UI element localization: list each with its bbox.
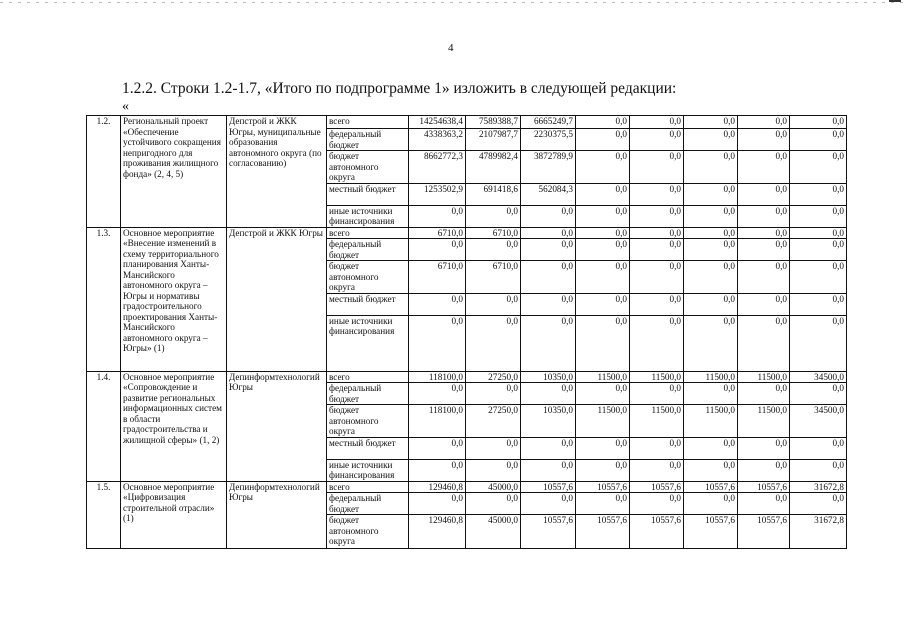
amount-cell: 0,0 (576, 205, 630, 227)
amount-cell: 0,0 (790, 493, 847, 515)
amount-cell: 1253502,9 (409, 183, 466, 205)
amount-cell: 0,0 (576, 293, 630, 315)
amount-cell: 0,0 (738, 129, 790, 151)
amount-cell: 0,0 (738, 293, 790, 315)
amount-cell: 562084,3 (521, 183, 576, 205)
table-row (87, 227, 847, 239)
amount-cell: 0,0 (576, 129, 630, 151)
amount-cell: 0,0 (790, 437, 847, 459)
amount-cell: 0,0 (630, 493, 684, 515)
amount-cell: 0,0 (790, 129, 847, 151)
amount-cell: 10557,6 (738, 481, 790, 493)
amount-cell: 0,0 (738, 151, 790, 184)
scan-artifact-corner (889, 0, 901, 10)
amount-cell: 0,0 (738, 315, 790, 371)
amount-cell: 0,0 (521, 261, 576, 294)
program-name: Основное мероприятие «Сопровождение и развитие региональных информационных систем в области градостроительства и жилищной сферы» (1, 2) (121, 371, 227, 481)
amount-cell: 0,0 (630, 116, 684, 129)
amount-cell: 0,0 (738, 183, 790, 205)
row-number: 1.2. (87, 116, 121, 228)
amount-cell: 0,0 (630, 383, 684, 405)
amount-cell: 0,0 (790, 239, 847, 261)
amount-cell: 0,0 (684, 183, 738, 205)
amount-cell: 0,0 (738, 239, 790, 261)
amount-cell: 0,0 (409, 437, 466, 459)
amount-cell: 0,0 (521, 315, 576, 371)
funding-source: всего (327, 371, 409, 383)
amount-cell: 0,0 (630, 183, 684, 205)
amount-cell: 10350,0 (521, 371, 576, 383)
amount-cell: 0,0 (466, 437, 521, 459)
program-name: Основное мероприятие «Цифровизация строительной отрасли» (1) (121, 481, 227, 549)
amount-cell: 0,0 (684, 239, 738, 261)
amount-cell: 10557,6 (521, 481, 576, 493)
amount-cell: 0,0 (684, 383, 738, 405)
funding-source: бюджет автономного округа (327, 515, 409, 549)
amount-cell: 0,0 (738, 459, 790, 481)
table-row (87, 116, 847, 129)
amount-cell: 45000,0 (466, 481, 521, 493)
row-number: 1.5. (87, 481, 121, 549)
amount-cell: 0,0 (576, 459, 630, 481)
funding-source: местный бюджет (327, 183, 409, 205)
amount-cell: 0,0 (630, 129, 684, 151)
amount-cell: 0,0 (521, 493, 576, 515)
amount-cell: 10557,6 (521, 515, 576, 549)
amount-cell: 0,0 (630, 227, 684, 239)
amount-cell: 0,0 (790, 205, 847, 227)
amount-cell: 34500,0 (790, 405, 847, 438)
amount-cell: 0,0 (576, 437, 630, 459)
amount-cell: 0,0 (738, 116, 790, 129)
amount-cell: 0,0 (630, 315, 684, 371)
amount-cell: 31672,8 (790, 481, 847, 493)
amount-cell: 0,0 (738, 205, 790, 227)
amount-cell: 0,0 (409, 293, 466, 315)
funding-source: всего (327, 481, 409, 493)
amount-cell: 0,0 (630, 205, 684, 227)
amount-cell: 0,0 (576, 183, 630, 205)
page-number: 4 (448, 42, 454, 54)
amount-cell: 10557,6 (684, 481, 738, 493)
amount-cell: 10557,6 (738, 515, 790, 549)
amount-cell: 0,0 (684, 151, 738, 184)
amount-cell: 0,0 (790, 151, 847, 184)
amount-cell: 0,0 (576, 315, 630, 371)
funding-source: местный бюджет (327, 437, 409, 459)
amount-cell: 0,0 (684, 129, 738, 151)
amount-cell: 11500,0 (630, 405, 684, 438)
amount-cell: 0,0 (521, 293, 576, 315)
amount-cell: 0,0 (576, 116, 630, 129)
amount-cell: 0,0 (630, 437, 684, 459)
table-row (87, 481, 847, 493)
amount-cell: 2107987,7 (466, 129, 521, 151)
amount-cell: 691418,6 (466, 183, 521, 205)
amount-cell: 0,0 (576, 227, 630, 239)
amount-cell: 0,0 (630, 151, 684, 184)
amount-cell: 0,0 (790, 383, 847, 405)
amount-cell: 118100,0 (409, 371, 466, 383)
amount-cell: 0,0 (466, 493, 521, 515)
row-number: 1.3. (87, 227, 121, 371)
amount-cell: 11500,0 (684, 405, 738, 438)
amount-cell: 0,0 (684, 227, 738, 239)
amount-cell: 0,0 (684, 493, 738, 515)
amount-cell: 0,0 (466, 239, 521, 261)
amount-cell: 0,0 (738, 493, 790, 515)
amount-cell: 11500,0 (576, 371, 630, 383)
amount-cell: 129460,8 (409, 515, 466, 549)
amount-cell: 0,0 (521, 205, 576, 227)
amount-cell: 0,0 (790, 261, 847, 294)
amount-cell: 10557,6 (630, 481, 684, 493)
amount-cell: 0,0 (684, 205, 738, 227)
executor: Депинформтехнологий Югры (227, 481, 327, 549)
amount-cell: 0,0 (738, 261, 790, 294)
amount-cell: 0,0 (576, 493, 630, 515)
funding-source: всего (327, 116, 409, 129)
amount-cell: 0,0 (521, 227, 576, 239)
funding-source: федеральный бюджет (327, 383, 409, 405)
amount-cell: 0,0 (409, 383, 466, 405)
amount-cell: 0,0 (576, 239, 630, 261)
funding-source: всего (327, 227, 409, 239)
executor: Депстрой и ЖКК Югры (227, 227, 327, 371)
amount-cell: 0,0 (630, 239, 684, 261)
amount-cell: 0,0 (684, 293, 738, 315)
amendment-heading: 1.2.2. Строки 1.2-1.7, «Итого по подпрограмме 1» изложить в следующей редакции: (122, 80, 677, 97)
program-name: Региональный проект «Обеспечение устойчивого сокращения непригодного для проживания жилищного фонда» (2, 4, 5) (121, 116, 227, 228)
amount-cell: 45000,0 (466, 515, 521, 549)
amount-cell: 0,0 (684, 261, 738, 294)
amount-cell: 3872789,9 (521, 151, 576, 184)
amount-cell: 118100,0 (409, 405, 466, 438)
amount-cell: 10557,6 (576, 515, 630, 549)
amount-cell: 8662772,3 (409, 151, 466, 184)
funding-source: иные источники финансирования (327, 205, 409, 227)
amount-cell: 0,0 (790, 315, 847, 371)
amount-cell: 0,0 (630, 459, 684, 481)
amount-cell: 0,0 (409, 459, 466, 481)
funding-source: местный бюджет (327, 293, 409, 315)
funding-source: федеральный бюджет (327, 493, 409, 515)
program-name: Основное мероприятие «Внесение изменений в схему территориального планирования Ханты-Мансийского автономного округа – Югры и нормативы градостроительного проектирования Ханты-Мансийского автономного округа – Югры» (1) (121, 227, 227, 371)
amount-cell: 0,0 (409, 239, 466, 261)
scan-artifact-line (0, 2, 905, 3)
amount-cell: 31672,8 (790, 515, 847, 549)
amount-cell: 27250,0 (466, 405, 521, 438)
funding-source: бюджет автономного округа (327, 151, 409, 184)
amount-cell: 0,0 (790, 293, 847, 315)
amount-cell: 27250,0 (466, 371, 521, 383)
amount-cell: 0,0 (576, 383, 630, 405)
amount-cell: 6710,0 (409, 261, 466, 294)
funding-source: федеральный бюджет (327, 239, 409, 261)
amount-cell: 10557,6 (630, 515, 684, 549)
funding-source: иные источники финансирования (327, 315, 409, 371)
amount-cell: 0,0 (738, 227, 790, 239)
amount-cell: 0,0 (684, 116, 738, 129)
amount-cell: 0,0 (409, 205, 466, 227)
amount-cell: 0,0 (790, 183, 847, 205)
amount-cell: 0,0 (521, 459, 576, 481)
amount-cell: 0,0 (521, 383, 576, 405)
amount-cell: 0,0 (738, 383, 790, 405)
amount-cell: 0,0 (466, 315, 521, 371)
amount-cell: 0,0 (521, 239, 576, 261)
funding-source: бюджет автономного округа (327, 405, 409, 438)
amount-cell: 0,0 (684, 437, 738, 459)
amount-cell: 6710,0 (466, 227, 521, 239)
amount-cell: 0,0 (684, 459, 738, 481)
executor: Депинформтехнологий Югры (227, 371, 327, 481)
amount-cell: 0,0 (790, 227, 847, 239)
row-number: 1.4. (87, 371, 121, 481)
amount-cell: 0,0 (630, 293, 684, 315)
amount-cell: 0,0 (521, 437, 576, 459)
amount-cell: 0,0 (576, 151, 630, 184)
amount-cell: 0,0 (684, 315, 738, 371)
amount-cell: 7589388,7 (466, 116, 521, 129)
amount-cell: 14254638,4 (409, 116, 466, 129)
amount-cell: 0,0 (409, 315, 466, 371)
table-row (87, 371, 847, 383)
amount-cell: 129460,8 (409, 481, 466, 493)
funding-source: федеральный бюджет (327, 129, 409, 151)
amount-cell: 4789982,4 (466, 151, 521, 184)
executor: Депстрой и ЖКК Югры, муниципальные образования автономного округа (по согласованию) (227, 116, 327, 228)
amount-cell: 10350,0 (521, 405, 576, 438)
amount-cell: 0,0 (466, 459, 521, 481)
funding-source: бюджет автономного округа (327, 261, 409, 294)
amount-cell: 11500,0 (738, 405, 790, 438)
amount-cell: 2230375,5 (521, 129, 576, 151)
budget-table (86, 115, 847, 549)
amount-cell: 10557,6 (684, 515, 738, 549)
amount-cell: 0,0 (790, 116, 847, 129)
opening-quote: « (122, 99, 129, 114)
amount-cell: 0,0 (466, 383, 521, 405)
amount-cell: 6710,0 (409, 227, 466, 239)
amount-cell: 34500,0 (790, 371, 847, 383)
amount-cell: 0,0 (630, 261, 684, 294)
amount-cell: 11500,0 (576, 405, 630, 438)
amount-cell: 4338363,2 (409, 129, 466, 151)
amount-cell: 6665249,7 (521, 116, 576, 129)
amount-cell: 0,0 (409, 493, 466, 515)
amount-cell: 10557,6 (576, 481, 630, 493)
amount-cell: 11500,0 (684, 371, 738, 383)
funding-source: иные источники финансирования (327, 459, 409, 481)
amount-cell: 0,0 (576, 261, 630, 294)
amount-cell: 0,0 (790, 459, 847, 481)
amount-cell: 0,0 (466, 293, 521, 315)
amount-cell: 6710,0 (466, 261, 521, 294)
amount-cell: 0,0 (738, 437, 790, 459)
amount-cell: 0,0 (466, 205, 521, 227)
amount-cell: 11500,0 (738, 371, 790, 383)
amount-cell: 11500,0 (630, 371, 684, 383)
